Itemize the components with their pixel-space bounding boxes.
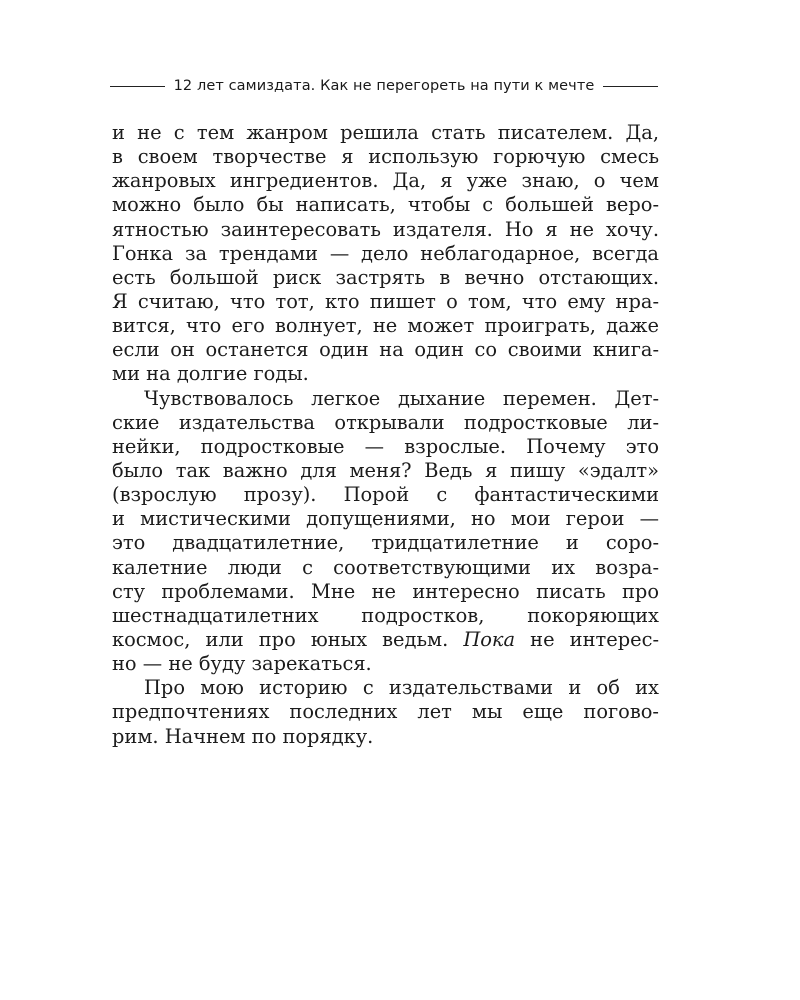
- text-line: нейки, подростковые — взрослые. Почему это: [112, 434, 659, 458]
- italic-word: Пока: [463, 627, 516, 651]
- text-line: это двадцатилетние, тридцатилетние и соро-: [112, 531, 659, 555]
- text-line: рим. Начнем по порядку.: [112, 724, 374, 748]
- paragraph-1: [112, 121, 659, 387]
- running-head: [110, 74, 658, 98]
- running-head-title: 12 лет самиздата. Как не перегореть на пути к мечте: [173, 78, 595, 94]
- text-line-with-italic: [112, 628, 659, 652]
- running-head-rule-right: [603, 86, 658, 87]
- text-line: Про мою историю с издательствами и об их: [144, 676, 659, 700]
- text-line: можно было бы написать, чтобы с большей веро-: [112, 193, 659, 217]
- text-line: ми на долгие годы.: [112, 362, 309, 386]
- text-line: было так важно для меня? Ведь я пишу «эдалт»: [112, 458, 659, 482]
- text-line: ятностью заинтересовать издателя. Но я не хочу.: [112, 217, 659, 241]
- text-line: шестнадцатилетних подростков, покоряющих: [112, 603, 659, 627]
- text-line: Гонка за трендами — дело неблагодарное, всегда: [112, 241, 659, 265]
- text-line: но — не буду зарекаться.: [112, 652, 372, 676]
- paragraph-3: [112, 676, 659, 748]
- text-segment: космос, или про юных ведьм.: [112, 627, 449, 651]
- text-segment: не интерес-: [530, 627, 660, 651]
- text-line: (взрослую прозу). Порой с фантастическими: [112, 483, 659, 507]
- text-line: есть большой риск застрять в вечно отстающих.: [112, 265, 659, 289]
- text-line: и не с тем жанром решила стать писателем. Да,: [112, 121, 659, 144]
- text-line: жанровых ингредиентов. Да, я уже знаю, о чем: [112, 169, 659, 193]
- text-line: Я считаю, что тот, кто пишет о том, что ему нра-: [112, 289, 659, 313]
- body-text: [112, 121, 659, 749]
- running-head-rule-left: [110, 86, 165, 87]
- text-line: Чувствовалось легкое дыхание перемен. Дет-: [144, 386, 659, 410]
- paragraph-2: [112, 387, 659, 677]
- text-line: сту проблемами. Мне не интересно писать про: [112, 579, 659, 603]
- text-line: и мистическими допущениями, но мои герои —: [112, 507, 659, 531]
- text-line: калетние люди с соответствующими их возра-: [112, 555, 659, 579]
- text-line: ские издательства открывали подростковые ли-: [112, 410, 659, 434]
- text-line: в своем творчестве я использую горючую смесь: [112, 145, 659, 169]
- text-line: вится, что его волнует, не может проиграть, даже: [112, 314, 659, 338]
- text-line: предпочтениях последних лет мы еще погово-: [112, 700, 659, 724]
- text-line: если он останется один на один со своими книга-: [112, 338, 659, 362]
